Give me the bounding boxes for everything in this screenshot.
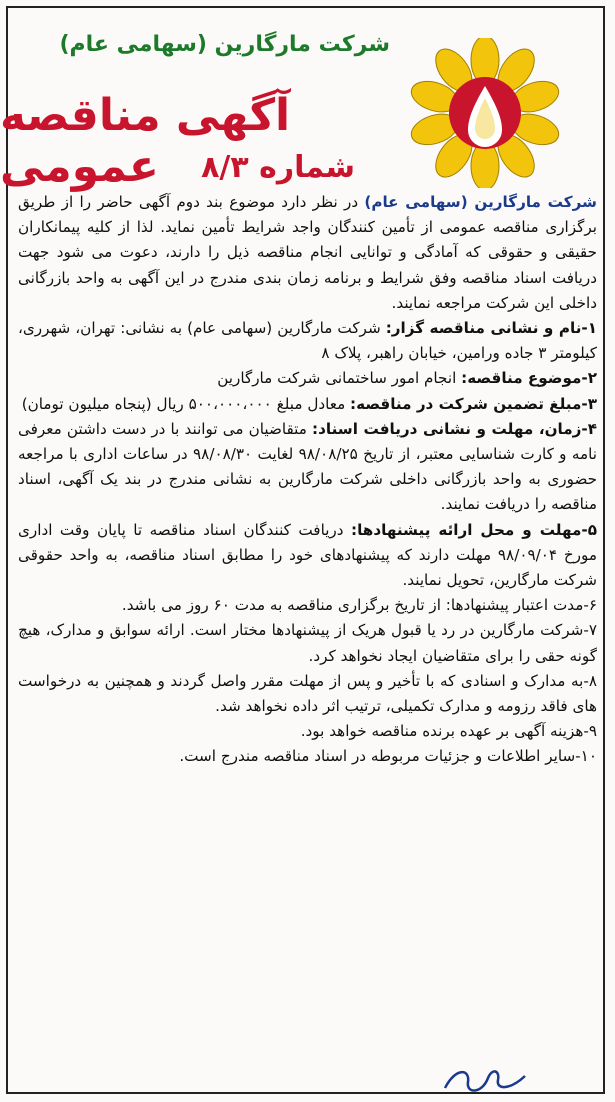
- intro-company: شرکت مارگارین (سهامی عام): [364, 193, 597, 211]
- list-item: ۹-هزینه آگهی بر عهده برنده مناقصه خواهد بود.: [300, 722, 597, 741]
- list-item: ۱-نام و نشانی مناقصه گزار: شرکت مارگارین (سهامی عام) به نشانی: تهران، شهرری، کیلومتر ۳ جاده ورامین، خیابان راهبر، پلاک ۸: [18, 319, 597, 363]
- list-item: ۱۰-سایر اطلاعات و جزئیات مربوطه در اسناد مناقصه مندرج است.: [179, 747, 597, 766]
- list-item: ۷-شرکت مارگارین در رد یا قبول هریک از پیشنهادها مختار است. ارائه سوابق و مدارک، هیچ گونه حقی را برای متقاضیان ایجاد نخواهد کرد.: [18, 621, 597, 665]
- intro-paragraph: [18, 190, 597, 316]
- company-name: شرکت مارگارین (سهامی عام): [59, 32, 390, 57]
- sunflower-drop-logo-icon: [410, 38, 560, 188]
- notice-title: آگهی مناقصه عمومی: [0, 90, 291, 192]
- list-item: ۸-به مدارک و اسنادی که با تأخیر و پس از مهلت مقرر واصل گردند و همچنین به درخواست های فاقد رزومه و مدارک تکمیلی، ترتیب اثر داده نخواهد شد.: [18, 671, 597, 716]
- list-item: ۴-زمان، مهلت و نشانی دریافت اسناد: متقاضیان می توانند با در دست داشتن معرفی نامه و کارت شناسایی معتبر، از تاریخ ۹۸/۰۸/۲۵ لغایت ۹۸/۰۸/۳۰ در ساعات اداری با مراجعه حضوری به واحد بازرگانی داخلی شرکت مارگارین به نشانی مندرج در بند یک آگهی، اسناد مناقصه را دریافت نمایند.: [18, 419, 597, 514]
- notice-header: [0, 20, 615, 192]
- list-item: ۲-موضوع مناقصه: انجام امور ساختمانی شرکت مارگارین: [217, 369, 597, 388]
- list-item: ۶-مدت اعتبار پیشنهادها: از تاریخ برگزاری مناقصه به مدت ۶۰ روز می باشد.: [121, 596, 597, 615]
- intro-text: در نظر دارد موضوع بند دوم آگهی حاضر را از طریق برگزاری مناقصه عمومی از تأمین کنندگان واجد شرایط تأمین نماید. لذا از کلیه پیمانکاران حقیقی و حقوقی که آمادگی و توانایی انجام مناقصه ذیل را دارند، دعوت می شود جهت دریافت اسناد مناقصه وفق شرایط و برنامه زمان بندی مندرج در این آگهی به واحد بازرگانی داخلی این شرکت مراجعه نمایند.: [18, 193, 597, 312]
- list-item: ۵-مهلت و محل ارائه پیشنهادها: دریافت کنندگان اسناد مناقصه تا پایان وقت اداری مورخ ۹۸/۰۹/۰۴ مهلت دارند که پیشنهادهای خود را مطابق اسناد مناقصه، به واحد حقوقی شرکت مارگارین، تحویل نمایند.: [18, 520, 597, 590]
- notice-body: [18, 190, 597, 770]
- notice-number: شماره ۸/۳: [201, 150, 355, 185]
- list-item: ۳-مبلغ تضمین شرکت در مناقصه: معادل مبلغ ۵۰۰،۰۰۰،۰۰۰ ریال (پنجاه میلیون تومان): [21, 394, 597, 413]
- signature-icon: [440, 1060, 530, 1098]
